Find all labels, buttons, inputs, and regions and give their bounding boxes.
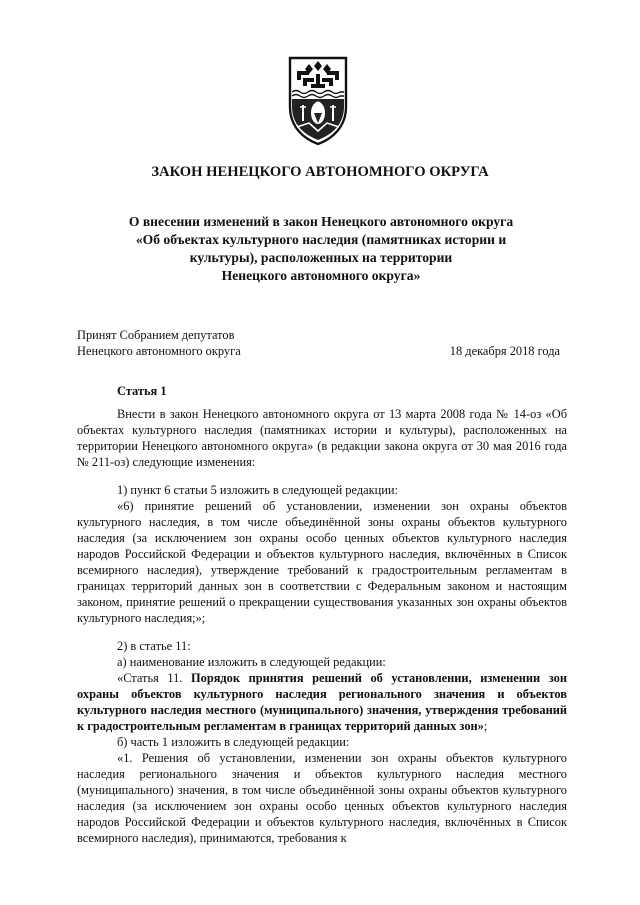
item-2a-prefix: «Статья 11.: [117, 671, 191, 685]
item-2b-text: «1. Решения об установлении, изменении зон охраны объектов культурного наследия регионального значения и объектов культурного наследия местного (муниципального) значения, в том числе объединённой зоны охраны объектов культурного наследия (за исключением зон охраны особо ценных объектов культурного наследия народов Российской Федерации и объектов культурного наследия, включённых в Список всемирного наследия), принимаются, требования к: [77, 751, 567, 845]
item-2b-lead: б) часть 1 изложить в следующей редакции:: [117, 735, 350, 749]
coat-of-arms-emblem: [287, 55, 349, 147]
adoption-line: Ненецкого автономного округа: [77, 344, 241, 358]
adoption-line: Принят Собранием депутатов: [77, 328, 235, 342]
item-2a-lead: а) наименование изложить в следующей редакции:: [117, 655, 386, 669]
item-2a-bold-title: Порядок принятия решений об установлении, изменении зон охраны объектов культурного наследия регионального значения и объектов культурного наследия местного (муниципального) значения, утверждения требований к градостроительным регламентам в границах территорий данных зон»: [77, 671, 567, 733]
adoption-date: 18 декабря 2018 года: [449, 344, 560, 358]
subject-line: «Об объектах культурного наследия (памятниках истории и: [135, 232, 507, 247]
item-1-text: «6) принятие решений об установлении, изменении зон охраны объектов культурного наследия, в том числе объединённой зоны охраны объектов культурного наследия (за исключением зон охраны особо ценных объектов культурного наследия народов Российской Федерации и объектов культурного наследия, включённых в Список всемирного наследия), утверждение требований к градостроительным регламентам в границах территорий данных зон в соответствии с Федеральным законом и настоящим законом, принятие решений о прекращении существования указанных зон охраны объектов культурного наследия;»;: [77, 499, 567, 625]
law-subject-title: [90, 213, 552, 285]
subject-line: Ненецкого автономного округа»: [221, 268, 421, 283]
article-body: [77, 406, 567, 846]
item-2-lead: 2) в статье 11:: [117, 639, 191, 653]
item-1-lead: 1) пункт 6 статьи 5 изложить в следующей редакции:: [117, 483, 399, 497]
article-intro: Внести в закон Ненецкого автономного округа от 13 марта 2008 года № 14-оз «Об объектах культурного наследия (памятниках истории и культуры), расположенных на территории Ненецкого автономного округа» (в редакции закона округа от 30 мая 2016 года № 211-оз) следующие изменения:: [77, 407, 567, 469]
adoption-statement: [77, 327, 241, 359]
subject-line: О внесении изменений в закон Ненецкого автономного округа: [128, 214, 514, 229]
item-2a-text: [77, 670, 567, 734]
law-title: ЗАКОН НЕНЕЦКОГО АВТОНОМНОГО ОКРУГА: [151, 164, 489, 180]
item-2a-suffix: ;: [483, 719, 488, 733]
subject-line: культуры), расположенных на территории: [189, 250, 453, 265]
article-heading: Статья 1: [117, 384, 167, 398]
